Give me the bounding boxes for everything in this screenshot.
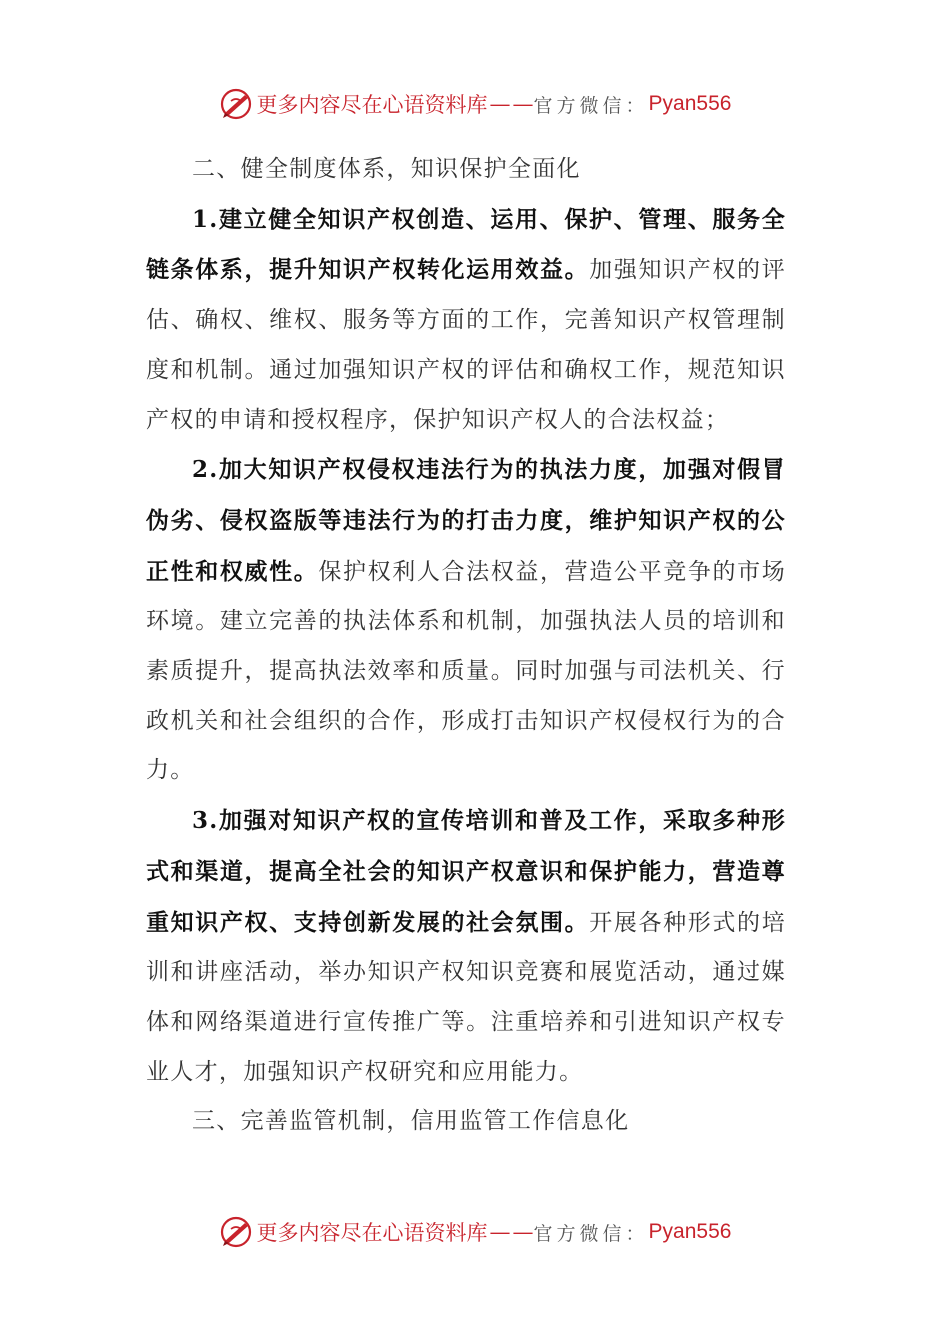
paragraph-1-body: 加强知识产权的评估、确权、维权、服务等方面的工作，完善知识产权管理制度和机制。通过加强知识产权的评估和确权工作，规范知识产权的申请和授权程序，保护知识产权人的合法权益； xyxy=(146,257,786,433)
paragraph-3-body: 开展各种形式的培训和讲座活动，举办知识产权知识竞赛和展览活动，通过媒体和网络渠道进行宣传推广等。注重培养和引进知识产权专业人才，加强知识产权研究和应用能力。 xyxy=(146,909,786,1085)
paragraph-2-body: 保护权利人合法权益，营造公平竞争的市场环境。建立完善的执法体系和机制，加强执法人员的培训和素质提升，提高执法效率和质量。同时加强与司法机关、行政机关和社会组织的合作，形成打击知识产权侵权行为的合力。 xyxy=(146,558,787,784)
section-heading-2: 二、健全制度体系，知识保护全面化 xyxy=(192,156,581,182)
banner-wechat-id: Pyan556 xyxy=(648,92,732,115)
banner-separator: — xyxy=(489,1220,509,1244)
document-body xyxy=(146,145,786,1147)
banner-separator-2: — xyxy=(512,1220,532,1244)
header-banner xyxy=(0,82,950,126)
banner-slogan: 更多内容尽在心语资料库 xyxy=(256,93,488,117)
section-heading-3: 三、完善监管机制，信用监管工作信息化 xyxy=(192,1108,630,1135)
banner-wechat-label: 官方微信： xyxy=(533,94,649,117)
paragraph-1-lead: 1.建立健全知识产权创造、运用、保护、管理、服务全链条体系，提升知识产权转化运用效益。 xyxy=(146,205,786,284)
paragraph-2-lead: 2.加大知识产权侵权违法行为的执法力度，加强对假冒伪劣、侵权盗版等违法行为的打击力度，维护知识产权的公正性和权威性。 xyxy=(146,456,786,585)
pen-logo-icon xyxy=(219,1215,253,1249)
pen-logo-icon xyxy=(219,87,253,121)
paragraph-1 xyxy=(146,195,786,446)
footer-banner-content xyxy=(219,1215,732,1249)
banner-separator-2: — xyxy=(512,92,532,116)
banner-separator: — xyxy=(489,92,509,116)
paragraph-3-lead: 3.加强对知识产权的宣传培训和普及工作，采取多种形式和渠道，提高全社会的知识产权意识和保护能力，营造尊重知识产权、支持创新发展的社会氛围。 xyxy=(146,807,786,936)
banner-slogan: 更多内容尽在心语资料库 xyxy=(256,1221,488,1245)
paragraph-3 xyxy=(146,796,786,1097)
footer-banner xyxy=(0,1210,950,1254)
paragraph-2 xyxy=(146,445,786,796)
banner-wechat-id: Pyan556 xyxy=(648,1220,732,1243)
banner-wechat-label: 官方微信： xyxy=(533,1222,649,1245)
header-banner-content xyxy=(219,87,732,121)
